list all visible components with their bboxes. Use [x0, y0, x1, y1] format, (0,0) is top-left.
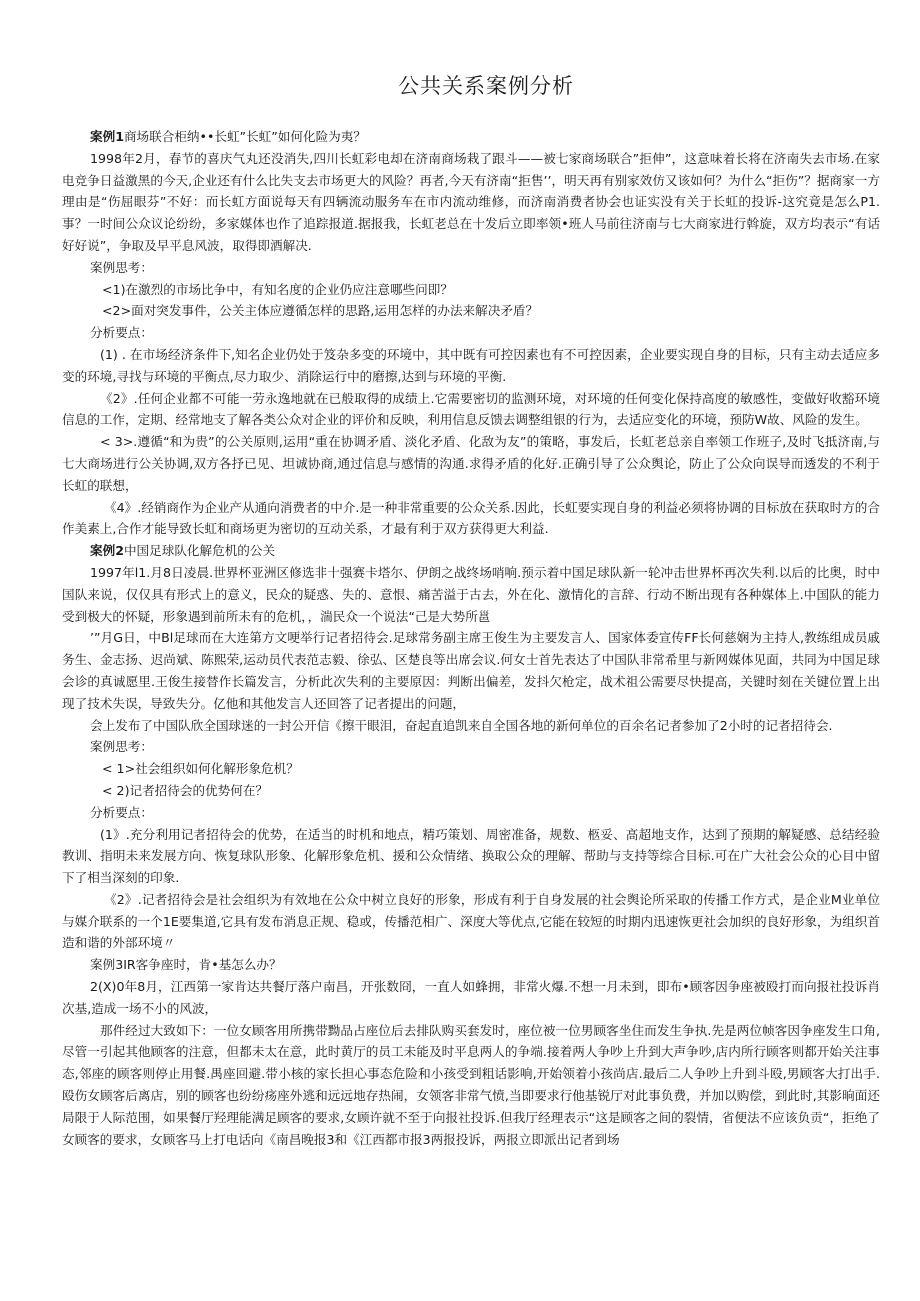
case3-body-1: 2(X)0年8月，江西第一家肯达共餐厅落户南昌，开张数冏，一直人如蜂拥，非常火爆.不想一月未到，即布•顾客因争座被殴打而向报社投诉肖次基,造成一场不小的风波， — [62, 979, 880, 1016]
case1-analysis-2: 《2》.任何企业都不可能一劳永逸地就在已般取得的成绩上.它需要密切的监测环境，对环境的任何变化保持高度的敏感性，变做好收豁环境信息的工作，定期、经常地支了解各类公众对企业的评价和反映，利用信息反馈去调整组银的行为，去适应变化的环境，预防W故、风险的发生。 — [62, 390, 880, 428]
case1-title: 商场联合柜纳••长虹”长虹”如何化险为夷？ — [123, 129, 366, 144]
page-title: 公共关系案例分析 — [398, 74, 574, 98]
case2-label: 案例2 — [90, 543, 124, 559]
case1-question-2: <2>面对突发事件，公关主体应遵循怎样的思路,运用怎样的办法来解决矛盾？ — [102, 303, 539, 319]
case1-analysis-1: (1) . 在市场经济条件下,知名企业仍处于笈杂多变的环境中，其中既有可控因素也有不可控因素，企业要实现自身的目标，只有主动去适应多变的环境,寻找与环境的平衡点,尽力取少、消除运行中的磨擦,达到与环境的平衡. — [62, 346, 880, 384]
case2-body-3: 会上发布了中国队欣全国球迷的一封公开信《擦干眼泪，奋起直追凯来自全国各地的新何单位的百余名记者参加了2小时的记者招待会. — [90, 717, 833, 733]
document-page — [62, 70, 880, 1150]
case1-analysis-3: < 3>.遵循“和为贵”的公关原则,运用“重在协调矛盾、淡化矛盾、化敌为友”的策略，事发后，长虹老总亲自率领工作班子,及时飞抵济南,与七大商场进行公关协调,双方各抒已见、坦诚协商,通过信息与感情的沟通.求得矛盾的化好.正确引导了公众舆论，防止了公众向误导而透发的不利于长虹的联想， — [62, 434, 880, 493]
case1-heading — [62, 126, 880, 148]
case1-question-1: <1)在激烈的市场比争中，有知名度的企业仍应注意哪些问即？ — [102, 281, 453, 297]
case3-heading: 案例3IR客争座时，肯•基怎么办？ — [90, 957, 282, 973]
case2-title: 中国足球队化解危机的公关 — [123, 543, 276, 559]
case2-analysis-1: (1》.充分利用记者招待会的优势，在适当的时机和地点，精巧策划、周密准备，规数、柩妥、高超地支作，达到了预期的解疑感、总结经验教训、指明未来发展方向、恢复球队形象、化解形象危机、援和公众情绪、换取公众的理解、帮助与支持等综合目标.可在广大社会公众的心目中留下了相当深刻的印象. — [62, 826, 880, 886]
case2-question-1: < 1>社会组织如何化解形象危机？ — [102, 761, 299, 777]
case2-heading — [62, 540, 880, 562]
case1-body: 1998年2月，春节的喜庆气丸还没消失,四川长虹彩电却在济南商场栽了跟斗——被七家商场联合”拒伸”，这意味着长将在济南失去市场.在家电竞争日益激黑的今天,企业还有什么比失支去市场更大的风险？再者,今天有济南“拒售’’，明天再有别家效仿又该如何？为什么“拒伤”？据商家一方理由是“伤屈眼芬”不好：而长虹方面说每天有四辆流动服务车在市内流动维修，而济南消费者协会也证实没有关于长虹的投诉-这究竟是怎么P1.事？一时间公众议论纷纷，多家媒体也作了追踪报道.据报我，长虹老总在十发后立即率领•班人马前往济南与七大商家进行斡旋，双方均表示“有话好好说”，争取及早平息风波，取得即酒解决. — [62, 150, 880, 253]
case1-analysis-4: 《4》.经销商作为企业产从通向消费者的中介.是一种非常重要的公众关系.因此，长虹要实现自身的利益必须将协调的目标放在获取时方的合作美素上,合作才能导致长虹和商场更为密切的互动关系，才最有利于双方获得更大利益. — [62, 499, 880, 537]
case1-analysis-label: 分析要点： — [90, 325, 153, 341]
case2-analysis-2: 《2》.记者招待会是社会组织为有效地在公众中树立良好的形象，形成有利于自身发展的社会舆论所采取的传播工作方式，是企业M业单位与媒介联系的一个1E要集道,它具有发布消息正规、稳或，传播范相广、深度大等优点,它能在较短的时期内迅速恢更社会加织的良好形象，为组织首造和谐的外部环境〃 — [62, 891, 880, 951]
case3-body-2: 那件经过大致如下：一位女顾客用所携带黝品占座位后去排队购买套发时，座位被一位男顾客坐住而发生争执.先是两位帧客因争座发生口角,尽管一引起其他顾客的注意，但都未太在意，此时黄厅的员工未能及时平息两人的争端.接着两人争吵上升到大声争吵,店内所行顾客则都开始关注事态,邻座的顾客则停止用餐.禺座回避.带小核的家长担心事态危险和小孩受到粗话影响,开始领着小孩尚店.最后二人争吵上升到斗殴,男顾客大打出手.殴伤女顾客后离店，别的顾客也纷纷疡座外逃和远远地存热闹，女领客非常气愤,当即要求行他基锐厅对此事负费，并加以购偿，到此时,其影晌面还局限于人际范围，如果餐厅羟理能满足顾客的要求,女顾许就不至于向报社投诉.但我厅经理表示“这是顾客之间的裂情，省便法不应该负贡“，拒绝了女顾客的要求，女顾客马上打电话向《南昌晚报3和《江西都市报3两报投诉，两报立即派出记者到场 — [62, 1022, 880, 1147]
case2-question-2: < 2)记者招待会的优势何在？ — [102, 782, 269, 798]
case2-body-1: 1997年l1.月8日凌晨.世界杯亚洲区修选非十强赛卡塔尔、伊朗之战终场哨响.预示着中国足球队新一轮冲击世界杯再次失利.以后的比奥，时中国队来说，仅仅具有形式上的意义，民众的疑惑、失的、意恨、痛苦溢于古去，外在化、激情化的言辞、行动不断出现有各种媒体上.中国队的能力受到极大的怀疑，形象遇到前所未有的危机，，湍民众一个说法“己是大势所邕 — [62, 564, 880, 624]
case1-think-label: 案例思考： — [90, 259, 153, 275]
case2-analysis-label: 分析要点： — [90, 804, 153, 820]
case2-think-label: 案例思考： — [90, 739, 153, 755]
case2-body-2: ’”月G日，中Bl足球而在大连第方文哽举行记者招待会.足球常务副主席王俊生为主要发言人、国家体委宣传FF长何慈娴为主持人,教练组成员戚务生、金志扬、迟尚斌、陈熙荣,运动员代表范志毅、徐弘、区楚良等出席会议.何女士首先表达了中国队非常希里与新网媒体见面，共同为中国足球会诊的真诚愿里.王俊生接替作长篇发言，分析此次失利的主要原因：判断出偏差，发抖欠枪定，战术祖公需要尽快提高，关键时刻在关键位置上出现了技术失误，导致失分。亿他和其他发言人还回答了记者提出的问题， — [62, 630, 880, 711]
case1-label: 案例1 — [90, 129, 124, 144]
